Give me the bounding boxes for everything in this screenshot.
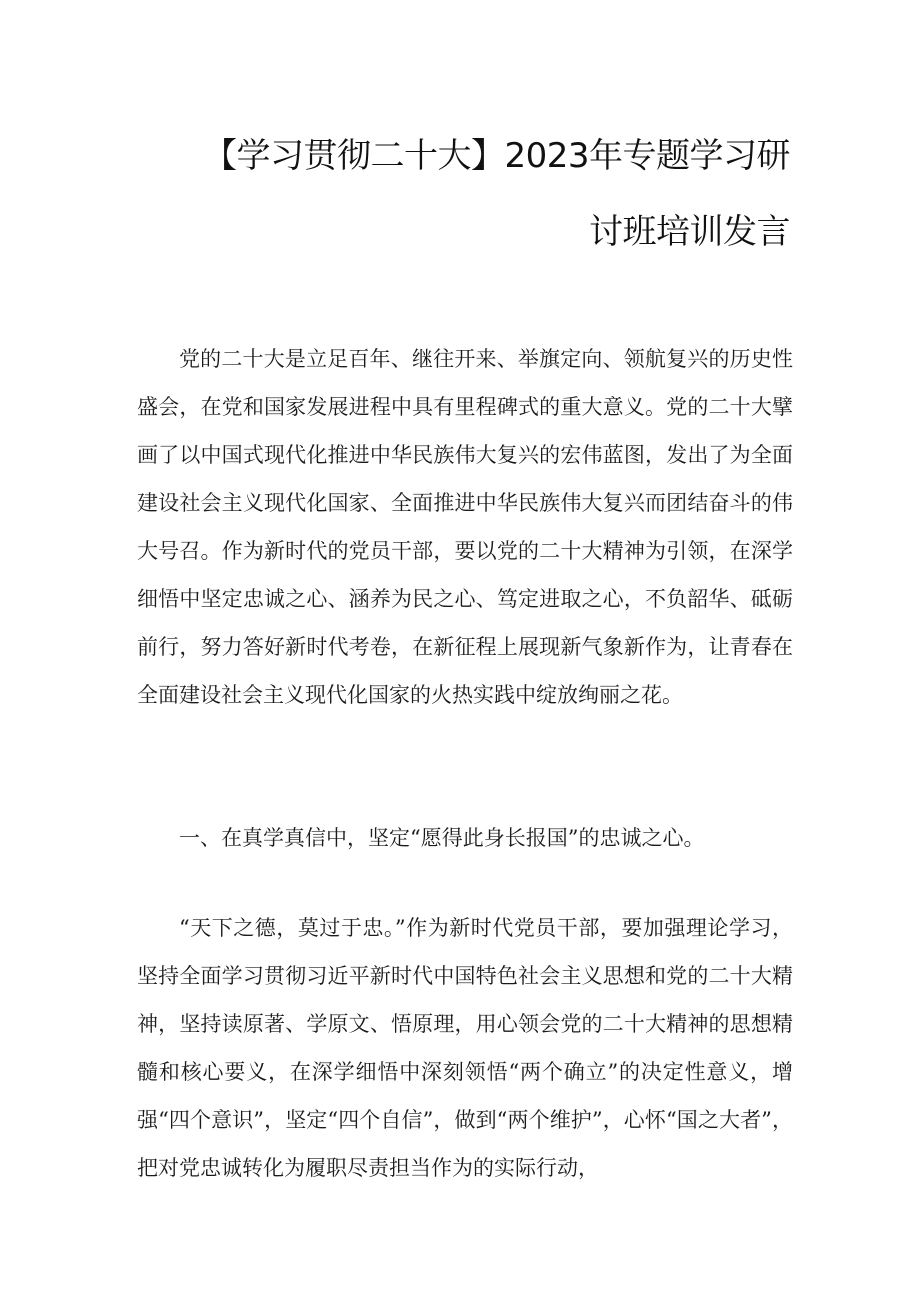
document-title-line-1: 【学习贯彻二十大】2023年专题学习研 bbox=[202, 136, 790, 176]
section-1-paragraph: “天下之德，莫过于忠。”作为新时代党员干部，要加强理论学习，坚持全面学习贯彻习近平新时代中国特色社会主义思想和党的二十大精神，坚持读原著、学原文、悟原理，用心领会党的二十大精神的思想精髓和核心要义，在深学细悟中深刻领悟“两个确立”的决定性意义，增强“四个意识”，坚定“四个自信”，做到“两个维护”，心怀“国之大者”，把对党忠诚转化为履职尽责担当作为的实际行动， bbox=[137, 916, 793, 1180]
intro-paragraph: 党的二十大是立足百年、继往开来、举旗定向、领航复兴的历史性盛会，在党和国家发展进程中具有里程碑式的重大意义。党的二十大擘画了以中国式现代化推进中华民族伟大复兴的宏伟蓝图，发出了为全面建设社会主义现代化国家、全面推进中华民族伟大复兴而团结奋斗的伟大号召。作为新时代的党员干部，要以党的二十大精神为引领，在深学细悟中坚定忠诚之心、涵养为民之心、笃定进取之心，不负韶华、砥砺前行，努力答好新时代考卷，在新征程上展现新气象新作为，让青春在全面建设社会主义现代化国家的火热实践中绽放绚丽之花。 bbox=[137, 347, 793, 707]
document-title-line-2: 讨班培训发言 bbox=[589, 212, 790, 252]
section-heading-1: 一、在真学真信中，坚定“愿得此身长报国”的忠诚之心。 bbox=[179, 826, 705, 850]
